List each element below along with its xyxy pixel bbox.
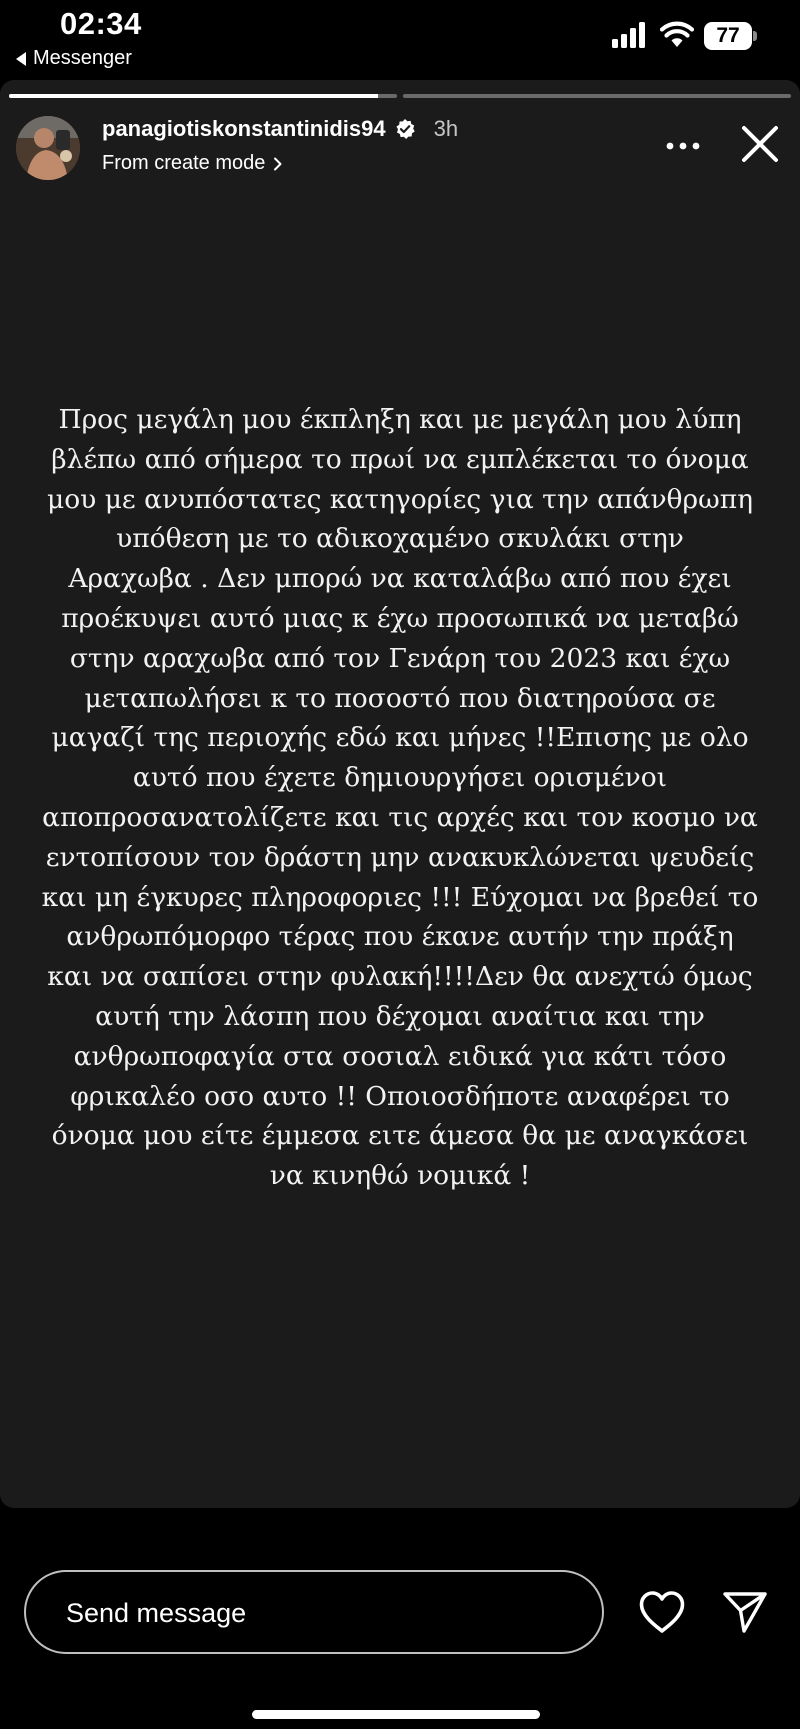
story-text-line: και να σαπίσει στην φυλακή!!!!Δεν θα ανεχτώ όμως (47, 961, 753, 993)
story-progress-segment (9, 94, 397, 98)
close-icon[interactable] (740, 124, 780, 164)
story-progress-bar (9, 94, 791, 99)
story-text-line: υπόθεση με το αδικοχαμένο σκυλάκι στην (116, 523, 684, 555)
story-text-line: αποπροσανατολίζετε και τις αρχές και τον κοσμο να (42, 801, 758, 833)
story-text-line: ανθρωπόμορφο τέρας που έκανε αυτήν την πράξη (66, 921, 734, 953)
wifi-icon (660, 20, 694, 48)
username[interactable]: panagiotiskonstantinidis94 (102, 116, 386, 141)
story-text-line: στην αραχωβα από τον Γενάρη του 2023 και έχω (69, 642, 731, 674)
story-progress-segment (403, 94, 791, 98)
create-mode-link[interactable] (102, 152, 283, 175)
battery-nub (753, 31, 757, 41)
story-text-line: και μη έγκυρες πληροφοριες !!! Εύχομαι να βρεθεί το (41, 881, 759, 913)
story-card[interactable] (0, 80, 800, 1508)
story-text (20, 400, 780, 1196)
create-mode-label: From create mode (102, 152, 266, 174)
verified-badge-icon (394, 118, 416, 140)
story-text-line: να κινηθώ νομικά ! (269, 1160, 531, 1192)
story-timestamp: 3h (433, 116, 459, 141)
story-text-line: προέκυψει αυτό μιας κ έχω προσωπικά να μεταβώ (61, 602, 739, 634)
more-options-icon[interactable] (666, 142, 700, 150)
story-text-line: βλέπω από σήμερα το πρωί να εμπλέκεται το όνομα (51, 443, 749, 475)
story-text-line: φρικαλέο οσο αυτο !! Οποιοσδήποτε αναφέρει το (70, 1080, 730, 1112)
back-to-app-link[interactable] (16, 47, 132, 70)
story-text-line: Προς μεγάλη μου έκπληξη και με μεγάλη μου λύπη (58, 404, 742, 435)
progress-fill (9, 94, 378, 98)
story-text-line: ανθρωποφαγία στα σοσιαλ ειδικά για κάτι τόσο (73, 1040, 727, 1072)
story-header (0, 112, 800, 188)
story-text-line: αυτό που έχετε δημιουργήσει ορισμένοι (132, 762, 668, 794)
battery-icon (704, 22, 756, 50)
story-text-line: μεταπωλήσει κ το ποσοστό που διατηρούσα σε (84, 682, 716, 714)
battery-level: 77 (716, 24, 740, 47)
home-indicator (252, 1710, 540, 1719)
back-app-label: Messenger (33, 47, 132, 69)
heart-icon[interactable] (638, 1590, 686, 1634)
send-message-input[interactable] (24, 1570, 604, 1654)
story-text-line: όνομα μου είτε έμμεσα ειτε άμεσα θα με αναγκάσει (51, 1120, 749, 1152)
back-triangle-icon (16, 52, 26, 66)
avatar-photo-icon (16, 116, 80, 180)
story-text-line: αυτή την λάσπη που δέχομαι αναίτια και την (95, 1000, 705, 1032)
send-icon[interactable] (722, 1590, 768, 1634)
story-text-line: εντοπίσουν τον δράστη μην ανακυκλώνεται ψευδείς (45, 841, 755, 873)
send-message-placeholder: Send message (66, 1598, 247, 1628)
status-time: 02:34 (60, 6, 142, 41)
story-text-line: μαγαζί της περιοχής εδώ και μήνες !!Επισης με ολο (51, 722, 749, 754)
avatar[interactable] (16, 116, 80, 180)
story-text-line: μου με ανυπόστατες κατηγορίες για την απάνθρωπη (47, 483, 753, 515)
username-row (102, 116, 458, 142)
status-bar (0, 0, 800, 78)
story-text-line: Αραχωβα . Δεν μπορώ να καταλάβω από που έχει (68, 563, 732, 595)
chevron-right-icon (273, 157, 283, 171)
signal-icon (612, 22, 648, 48)
